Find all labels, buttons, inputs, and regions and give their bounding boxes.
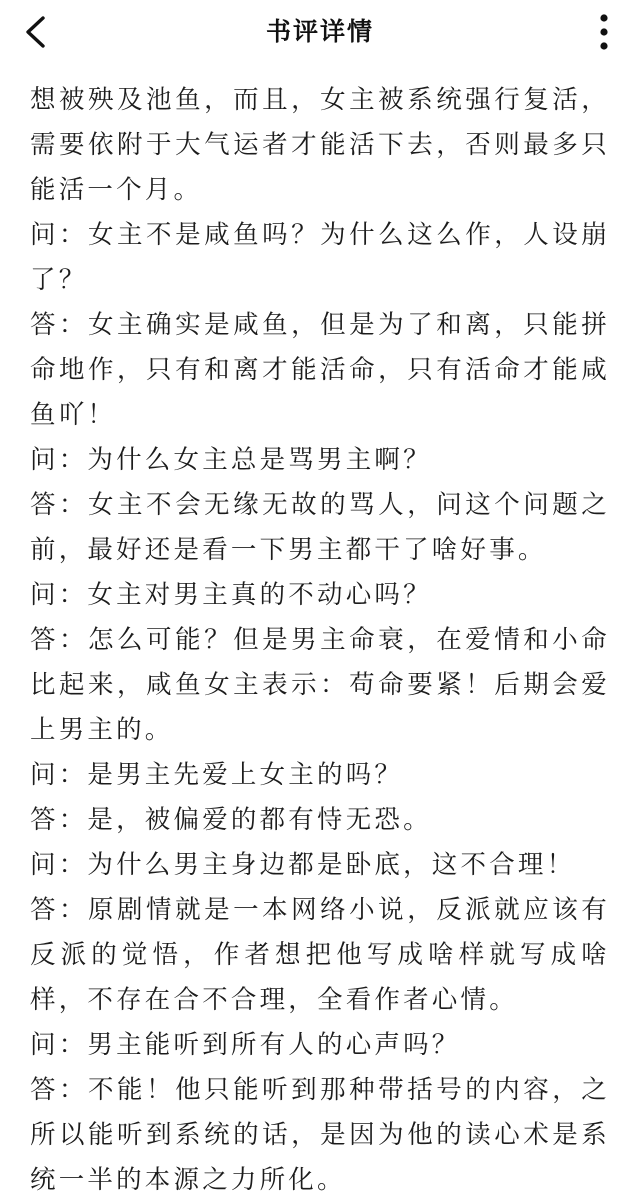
answer-paragraph: 答：是，被偏爱的都有恃无恐。 bbox=[30, 805, 432, 835]
question-paragraph: 问：女主不是咸鱼吗？为什么这么作，人设崩了？ bbox=[30, 220, 610, 295]
page-title: 书评详情 bbox=[265, 17, 374, 46]
answer-paragraph: 答：怎么可能？但是男主命衰，在爱情和小命比起来，咸鱼女主表示：苟命要紧！后期会爱上男主的。 bbox=[30, 625, 610, 745]
review-paragraph: 想被殃及池鱼，而且，女主被系统强行复活，需要依附于大气运者才能活下去，否则最多只能活一个月。 bbox=[30, 85, 610, 205]
more-options-button[interactable] bbox=[582, 10, 626, 54]
answer-paragraph: 答：不能！他只能听到那种带括号的内容，之所以能听到系统的话，是因为他的读心术是系统一半的本源之力所化。 bbox=[30, 1075, 610, 1195]
review-body bbox=[30, 78, 610, 1203]
more-vertical-icon bbox=[599, 13, 609, 51]
answer-paragraph: 答：女主确实是咸鱼，但是为了和离，只能拼命地作，只有和离才能活命，只有活命才能咸鱼吖！ bbox=[30, 310, 610, 430]
answer-paragraph: 答：女主不会无缘无故的骂人，问这个问题之前，最好还是看一下男主都干了啥好事。 bbox=[30, 490, 610, 565]
question-paragraph: 问：女主对男主真的不动心吗？ bbox=[30, 580, 432, 610]
answer-paragraph: 答：原剧情就是一本网络小说，反派就应该有反派的觉悟，作者想把他写成啥样就写成啥样，不存在合不合理，全看作者心情。 bbox=[30, 895, 610, 1015]
question-paragraph: 问：为什么女主总是骂男主啊？ bbox=[30, 445, 432, 475]
question-paragraph: 问：男主能听到所有人的心声吗？ bbox=[30, 1030, 461, 1060]
question-paragraph: 问：为什么男主身边都是卧底，这不合理！ bbox=[30, 850, 576, 880]
question-paragraph: 问：是男主先爱上女主的吗？ bbox=[30, 760, 404, 790]
top-bar bbox=[0, 0, 640, 64]
